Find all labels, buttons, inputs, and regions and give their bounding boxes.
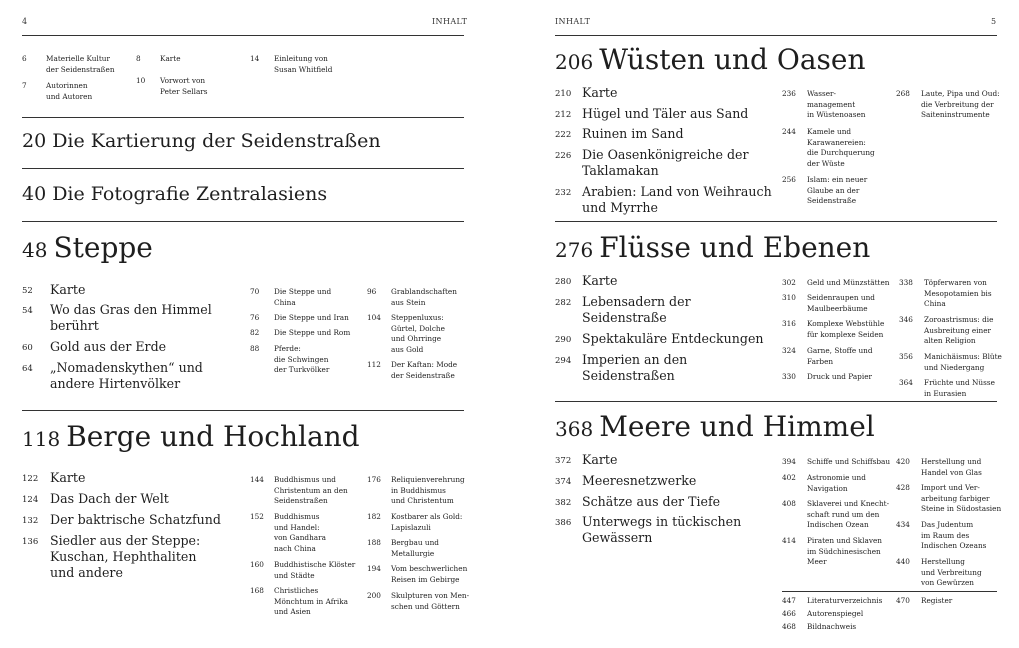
left-running-head: INHALT [432, 17, 468, 26]
section-heading-20[interactable]: 20 Die Kartierung der Seidenstraßen [22, 130, 381, 152]
chapter-heading-berge[interactable]: 118 Berge und Hochland [22, 420, 360, 453]
divider [22, 410, 464, 411]
divider [22, 35, 464, 36]
section-heading-40[interactable]: 40 Die Fotografie Zentralasiens [22, 183, 328, 205]
divider [22, 168, 464, 169]
right-running-head: INHALT [555, 17, 591, 26]
divider [555, 401, 997, 402]
divider [22, 117, 464, 118]
chapter-heading-steppe[interactable]: 48 Steppe [22, 231, 153, 264]
chapter-heading-meere[interactable]: 368 Meere und Himmel [555, 410, 875, 443]
chapter-heading-wuesten[interactable]: 206 Wüsten und Oasen [555, 43, 866, 76]
right-page-number: 5 [991, 17, 997, 26]
divider [22, 221, 464, 222]
divider [555, 35, 997, 36]
divider [555, 221, 997, 222]
left-page-number: 4 [22, 17, 28, 26]
chapter-heading-fluesse[interactable]: 276 Flüsse und Ebenen [555, 231, 871, 264]
divider [782, 591, 997, 592]
